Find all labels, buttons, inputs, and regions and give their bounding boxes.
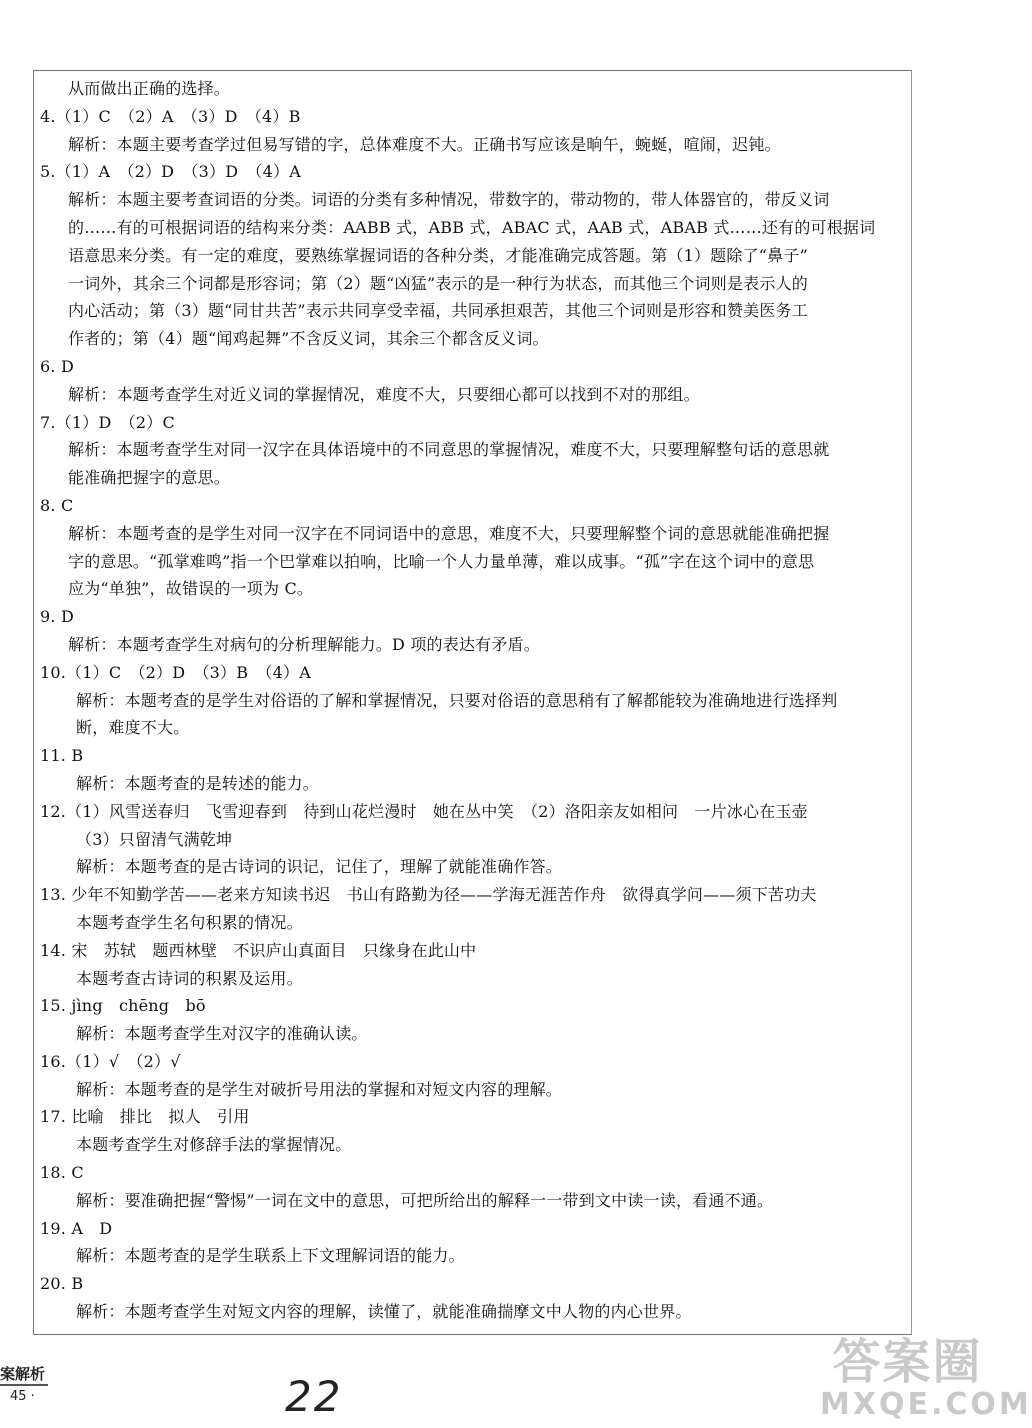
explanation-line: 解析：本题考查的是学生对破折号用法的掌握和对短文内容的理解。 — [76, 1079, 563, 1099]
explanation-line: 从而做出正确的选择。 — [68, 79, 231, 98]
explanation-line: 解析：本题主要考查词语的分类。词语的分类有多种情况，带数字的，带动物的，带人体器官的，带反义词 — [68, 190, 830, 210]
footer-label: 案解析 — [0, 1365, 46, 1383]
explanation-line: 解析：本题考查的是学生对同一汉字在不同词语中的意思，难度不大，只要理解整个词的意思就能准确把握 — [68, 523, 830, 543]
answer-line: 20. B — [40, 1274, 84, 1294]
answer-line: 11. B — [40, 746, 84, 766]
answer-line: 9. D — [40, 607, 74, 627]
explanation-line: 能准确把握字的意思。 — [68, 468, 231, 488]
explanation-line: 解析：本题考查的是古诗词的识记，记住了，理解了就能准确作答。 — [76, 857, 563, 877]
explanation-line: 本题考查学生对修辞手法的掌握情况。 — [76, 1135, 352, 1155]
explanation-line: 解析：本题考查学生对近义词的掌握情况，难度不大，只要细心都可以找到不对的那组。 — [68, 384, 700, 404]
answer-line: 13. 少年不知勤学苦——老来方知读书迟 书山有路勤为径——学海无涯苦作舟 欲得真学问——须下苦功夫 — [40, 885, 817, 905]
page-number: 45 · — [10, 1389, 35, 1404]
explanation-line: 作者的；第（4）题“闻鸡起舞”不含反义词，其余三个都含反义词。 — [68, 329, 549, 349]
explanation-line: 内心活动；第（3）题“同甘共苦”表示共同享受幸福，共同承担艰苦，其他三个词则是形容和赞美医务工 — [68, 301, 808, 321]
explanation-line: 解析：本题考查的是学生联系上下文理解词语的能力。 — [76, 1246, 465, 1266]
explanation-line: 断，难度不大。 — [76, 718, 190, 738]
watermark-main-text: 答案圈 — [832, 1334, 983, 1390]
answer-line: 14. 宋 苏轼 题西林壁 不识庐山真面目 只缘身在此山中 — [40, 940, 477, 960]
explanation-line: 解析：本题考查学生对同一汉字在具体语境中的不同意思的掌握情况，难度不大，只要理解整句话的意思就 — [68, 440, 830, 460]
explanation-line: 解析：本题考查学生对汉字的准确认读。 — [76, 1024, 368, 1044]
answer-line: 5.（1）A （2）D （3）D （4）A — [40, 162, 301, 182]
answer-line: 6. D — [40, 356, 74, 376]
answer-line: 16.（1）√ （2）√ — [40, 1051, 181, 1071]
footer-divider — [0, 1384, 48, 1386]
explanation-line: 解析：本题考查的是学生对俗语的了解和掌握情况，只要对俗语的意思稍有了解都能较为准确地进行选择判 — [76, 690, 838, 710]
explanation-line: 语意思来分类。有一定的难度，要熟练掌握词语的各种分类，才能准确完成答题。第（1）题除了“鼻子” — [68, 245, 808, 265]
explanation-line: 解析：本题考查学生对病句的分析理解能力。D 项的表达有矛盾。 — [68, 634, 540, 654]
answer-line: 15. jìng chēng bō — [40, 996, 206, 1016]
explanation-line: （3）只留清气满乾坤 — [76, 829, 233, 849]
watermark-logo — [820, 1334, 1032, 1425]
explanation-line: 一词外，其余三个词都是形容词；第（2）题“凶猛”表示的是一种行为状态，而其他三个词则是表示人的 — [68, 273, 808, 293]
explanation-line: 解析：本题考查学生对短文内容的理解，读懂了，就能准确揣摩文中人物的内心世界。 — [76, 1302, 692, 1322]
explanation-line: 字的意思。“孤掌难鸣”指一个巴掌难以拍响，比喻一个人力量单薄，难以成事。“孤”字在这个词中的意思 — [68, 551, 815, 571]
explanation-line: 解析：本题主要考查学过但易写错的字，总体难度不大。正确书写应该是晌午，蜿蜒，喧闹，迟钝。 — [68, 134, 781, 154]
explanation-line: 的……有的可根据词语的结构来分类：AABB 式，ABB 式，ABAC 式，AAB 式，ABAB 式……还有的可根据词 — [68, 217, 876, 237]
explanation-line: 本题考查古诗词的积累及运用。 — [76, 968, 303, 988]
answer-line: 17. 比喻 排比 拟人 引用 — [40, 1107, 250, 1127]
answer-line: 7.（1）D （2）C — [40, 412, 175, 432]
answer-line: 4.（1）C （2）A （3）D （4）B — [40, 106, 301, 126]
answer-line: 10.（1）C （2）D （3）B （4）A — [40, 662, 311, 682]
answer-line: 8. C — [40, 495, 74, 515]
explanation-line: 解析：要准确把握“警惕”一词在文中的意思，可把所给出的解释一一带到文中读一读，看通不通。 — [76, 1190, 774, 1210]
answer-line: 18. C — [40, 1163, 84, 1183]
explanation-line: 应为“单独”，故错误的一项为 C。 — [68, 579, 314, 599]
explanation-line: 本题考查学生名句积累的情况。 — [76, 912, 303, 932]
answer-line: 12.（1）风雪送春归 飞雪迎春到 待到山花烂漫时 她在丛中笑 （2）洛阳亲友如相问 一片冰心在玉壶 — [40, 801, 808, 821]
answer-text-block — [40, 75, 900, 1326]
watermark-url-text: MXQE.COM — [820, 1387, 1032, 1422]
answer-line: 19. A D — [40, 1218, 113, 1238]
explanation-line: 解析：本题考查的是转述的能力。 — [76, 773, 320, 793]
handwritten-mark: 22 — [285, 1372, 343, 1421]
